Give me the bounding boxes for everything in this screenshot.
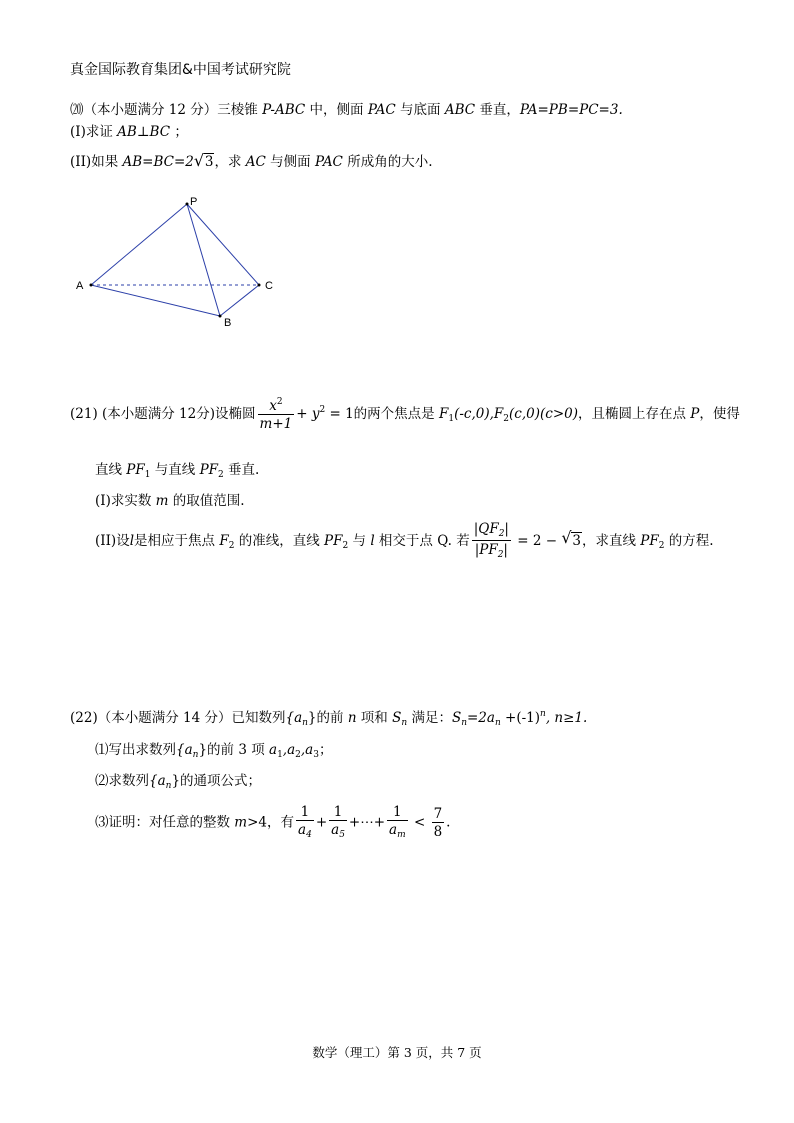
- edge-pa: [91, 204, 187, 285]
- math: , n≥1.: [545, 710, 588, 726]
- sqrt: √ 3: [561, 527, 581, 549]
- math: {a: [149, 773, 166, 789]
- numerator: 7: [433, 805, 443, 822]
- tetrahedron-diagram: [70, 188, 290, 338]
- math: F: [219, 532, 229, 549]
- label-c: C: [265, 280, 273, 292]
- math: }: [198, 742, 208, 758]
- radicand: 3: [572, 532, 581, 549]
- math: PAC: [367, 102, 396, 118]
- edge-pb: [187, 204, 220, 316]
- text: ，且椭圆上存在点: [578, 406, 691, 423]
- text: 的准线，直线: [234, 532, 325, 549]
- vertex-c: [258, 284, 261, 287]
- text: (I)求实数: [95, 493, 156, 509]
- radicand: 3: [204, 154, 214, 170]
- text: 与: [348, 532, 371, 549]
- math: x: [269, 398, 277, 414]
- text: ⑶证明：对任意的整数: [95, 814, 235, 831]
- math: m: [234, 814, 248, 831]
- math: {a: [285, 710, 303, 726]
- page-footer: 数学（理工）第 3 页，共 7 页: [312, 1045, 482, 1060]
- label-b: B: [224, 317, 232, 329]
- numerator: 1: [296, 805, 314, 821]
- math: + y: [296, 406, 320, 423]
- problem-20-part-2: [70, 150, 433, 170]
- text: 与侧面: [265, 154, 315, 170]
- math: F: [493, 406, 504, 423]
- math: ,a: [300, 742, 314, 758]
- math: |: [503, 542, 508, 559]
- text: 垂直.: [223, 462, 260, 478]
- text: (I)求证: [70, 124, 113, 140]
- subscript: 1: [144, 470, 151, 480]
- math: ,a: [282, 742, 296, 758]
- math: AC: [245, 154, 266, 170]
- math: PF: [199, 462, 219, 478]
- fraction: [387, 805, 408, 841]
- math: P: [690, 406, 700, 423]
- problem-21-stem: [70, 398, 740, 431]
- math: l: [370, 532, 375, 549]
- sqrt: √ 3: [193, 151, 214, 170]
- label-a: A: [76, 280, 84, 292]
- subscript: 2: [658, 540, 665, 551]
- problem-21-part-2: [95, 522, 714, 561]
- text: ，求直线: [581, 532, 641, 549]
- text: 中，侧面: [305, 102, 368, 118]
- text: 直线: [95, 462, 127, 478]
- math: = 1: [325, 406, 354, 423]
- math: S: [392, 710, 402, 726]
- math: }: [171, 773, 181, 789]
- text: 与底面: [395, 102, 445, 118]
- math: F: [438, 406, 449, 423]
- text: 满足：: [407, 710, 452, 726]
- math: a: [389, 822, 398, 839]
- fraction: [296, 805, 314, 841]
- subscript: 5: [339, 830, 345, 841]
- subscript: n: [192, 750, 199, 760]
- label-p: P: [190, 196, 198, 208]
- math: l: [129, 532, 135, 549]
- problem-22-q1: [95, 738, 332, 760]
- text: ；: [318, 742, 333, 758]
- math: PF: [324, 532, 343, 549]
- exponent: 2: [276, 397, 283, 407]
- math: a: [269, 742, 278, 758]
- subscript: 1: [277, 750, 283, 760]
- problem-number: ⒇: [70, 102, 84, 118]
- text: 相交于点 Q. 若: [374, 532, 470, 549]
- subscript: n: [302, 718, 308, 728]
- text: >4，有: [247, 814, 295, 831]
- problem-21-part-1: [95, 489, 245, 509]
- problem-22-q2: [95, 769, 261, 791]
- math: a: [298, 822, 307, 839]
- subscript: n: [401, 718, 408, 728]
- problem-21-line-2: [95, 458, 259, 480]
- vertex-a: [90, 284, 93, 287]
- math: m: [155, 493, 169, 509]
- fraction: [432, 807, 445, 839]
- text: 与直线: [150, 462, 200, 478]
- math: (-c,0),: [454, 406, 494, 423]
- edge-bc: [220, 285, 259, 316]
- math: AB⊥BC: [117, 124, 171, 140]
- subscript: 2: [498, 529, 505, 539]
- math: <: [409, 814, 430, 831]
- subscript: 2: [342, 540, 349, 551]
- subscript: 2: [218, 470, 224, 480]
- math: S: [451, 710, 462, 726]
- subscript: 2: [503, 414, 510, 425]
- text: 的前: [316, 710, 348, 726]
- text: ⑴写出求数列: [95, 742, 176, 758]
- subscript: 2: [228, 540, 235, 551]
- page-header: 真金国际教育集团&中国考试研究院: [70, 62, 291, 78]
- math: =2a: [467, 710, 495, 726]
- math: +⋯+: [348, 814, 386, 831]
- subscript: 1: [448, 414, 455, 425]
- subscript: n: [165, 781, 172, 791]
- text: 的取值范围.: [168, 493, 245, 509]
- math: PF: [126, 462, 145, 478]
- edge-pc: [187, 204, 259, 285]
- math: PA=PB=PC=3.: [519, 102, 623, 118]
- ratio-fraction: [472, 522, 511, 561]
- problem-20-part-1: [70, 120, 188, 140]
- math: n: [347, 710, 357, 726]
- text: 的通项公式；: [180, 773, 262, 789]
- exponent: 2: [319, 405, 326, 416]
- math: {a: [176, 742, 193, 758]
- text: ⑵求数列: [95, 773, 149, 789]
- math: ABC: [444, 102, 476, 118]
- text: 的方程.: [664, 532, 714, 549]
- math: PAC: [314, 154, 343, 170]
- math: AB=BC=2: [122, 154, 194, 170]
- text: (II)如果: [70, 154, 119, 170]
- text: （本小题满分 12 分）三棱锥: [83, 102, 263, 118]
- text: 项和: [356, 710, 393, 726]
- math: |QF: [473, 521, 499, 537]
- subscript: 2: [295, 750, 301, 760]
- subscript: 2: [497, 550, 504, 561]
- math: a: [331, 822, 340, 839]
- problem-22-q3: [95, 805, 450, 841]
- math: }: [307, 710, 317, 726]
- numerator: 1: [387, 805, 408, 821]
- edge-ab: [91, 285, 220, 316]
- math: |: [504, 521, 509, 537]
- math: = 2 −: [512, 532, 562, 549]
- math: (c,0)(c>0): [509, 406, 578, 423]
- subscript: m: [397, 830, 406, 841]
- text: (22)（本小题满分 14 分）已知数列: [70, 710, 286, 726]
- vertex-b: [219, 315, 222, 318]
- fraction: [258, 398, 295, 431]
- text: ，使得: [699, 406, 740, 423]
- text: 所成角的大小.: [342, 154, 433, 170]
- subscript: n: [494, 718, 501, 728]
- math: P-ABC: [262, 102, 306, 118]
- exponent: n: [540, 709, 546, 719]
- text: 垂直，: [475, 102, 520, 118]
- subscript: n: [461, 718, 467, 728]
- text: 是相应于焦点: [134, 532, 220, 549]
- denominator: 8: [433, 823, 443, 840]
- fraction: [329, 805, 347, 841]
- math: |PF: [474, 542, 498, 559]
- text: ；: [174, 124, 188, 140]
- subscript: 4: [306, 830, 312, 841]
- math: +(-1): [500, 710, 541, 726]
- denominator: m+1: [259, 416, 293, 433]
- math: PF: [640, 532, 659, 549]
- problem-22-stem: [70, 706, 587, 728]
- subscript: 3: [313, 750, 319, 760]
- text: 的前 3 项: [207, 742, 269, 758]
- text: (II)设: [95, 532, 130, 549]
- math: .: [446, 814, 451, 831]
- numerator: 1: [329, 805, 347, 821]
- text: 的两个焦点是: [353, 406, 435, 423]
- math: +: [315, 814, 328, 831]
- text: ，求: [214, 154, 246, 170]
- problem-20-stem: [70, 98, 623, 118]
- text: (21) (本小题满分 12分)设椭圆: [70, 406, 256, 423]
- vertex-p: [186, 203, 189, 206]
